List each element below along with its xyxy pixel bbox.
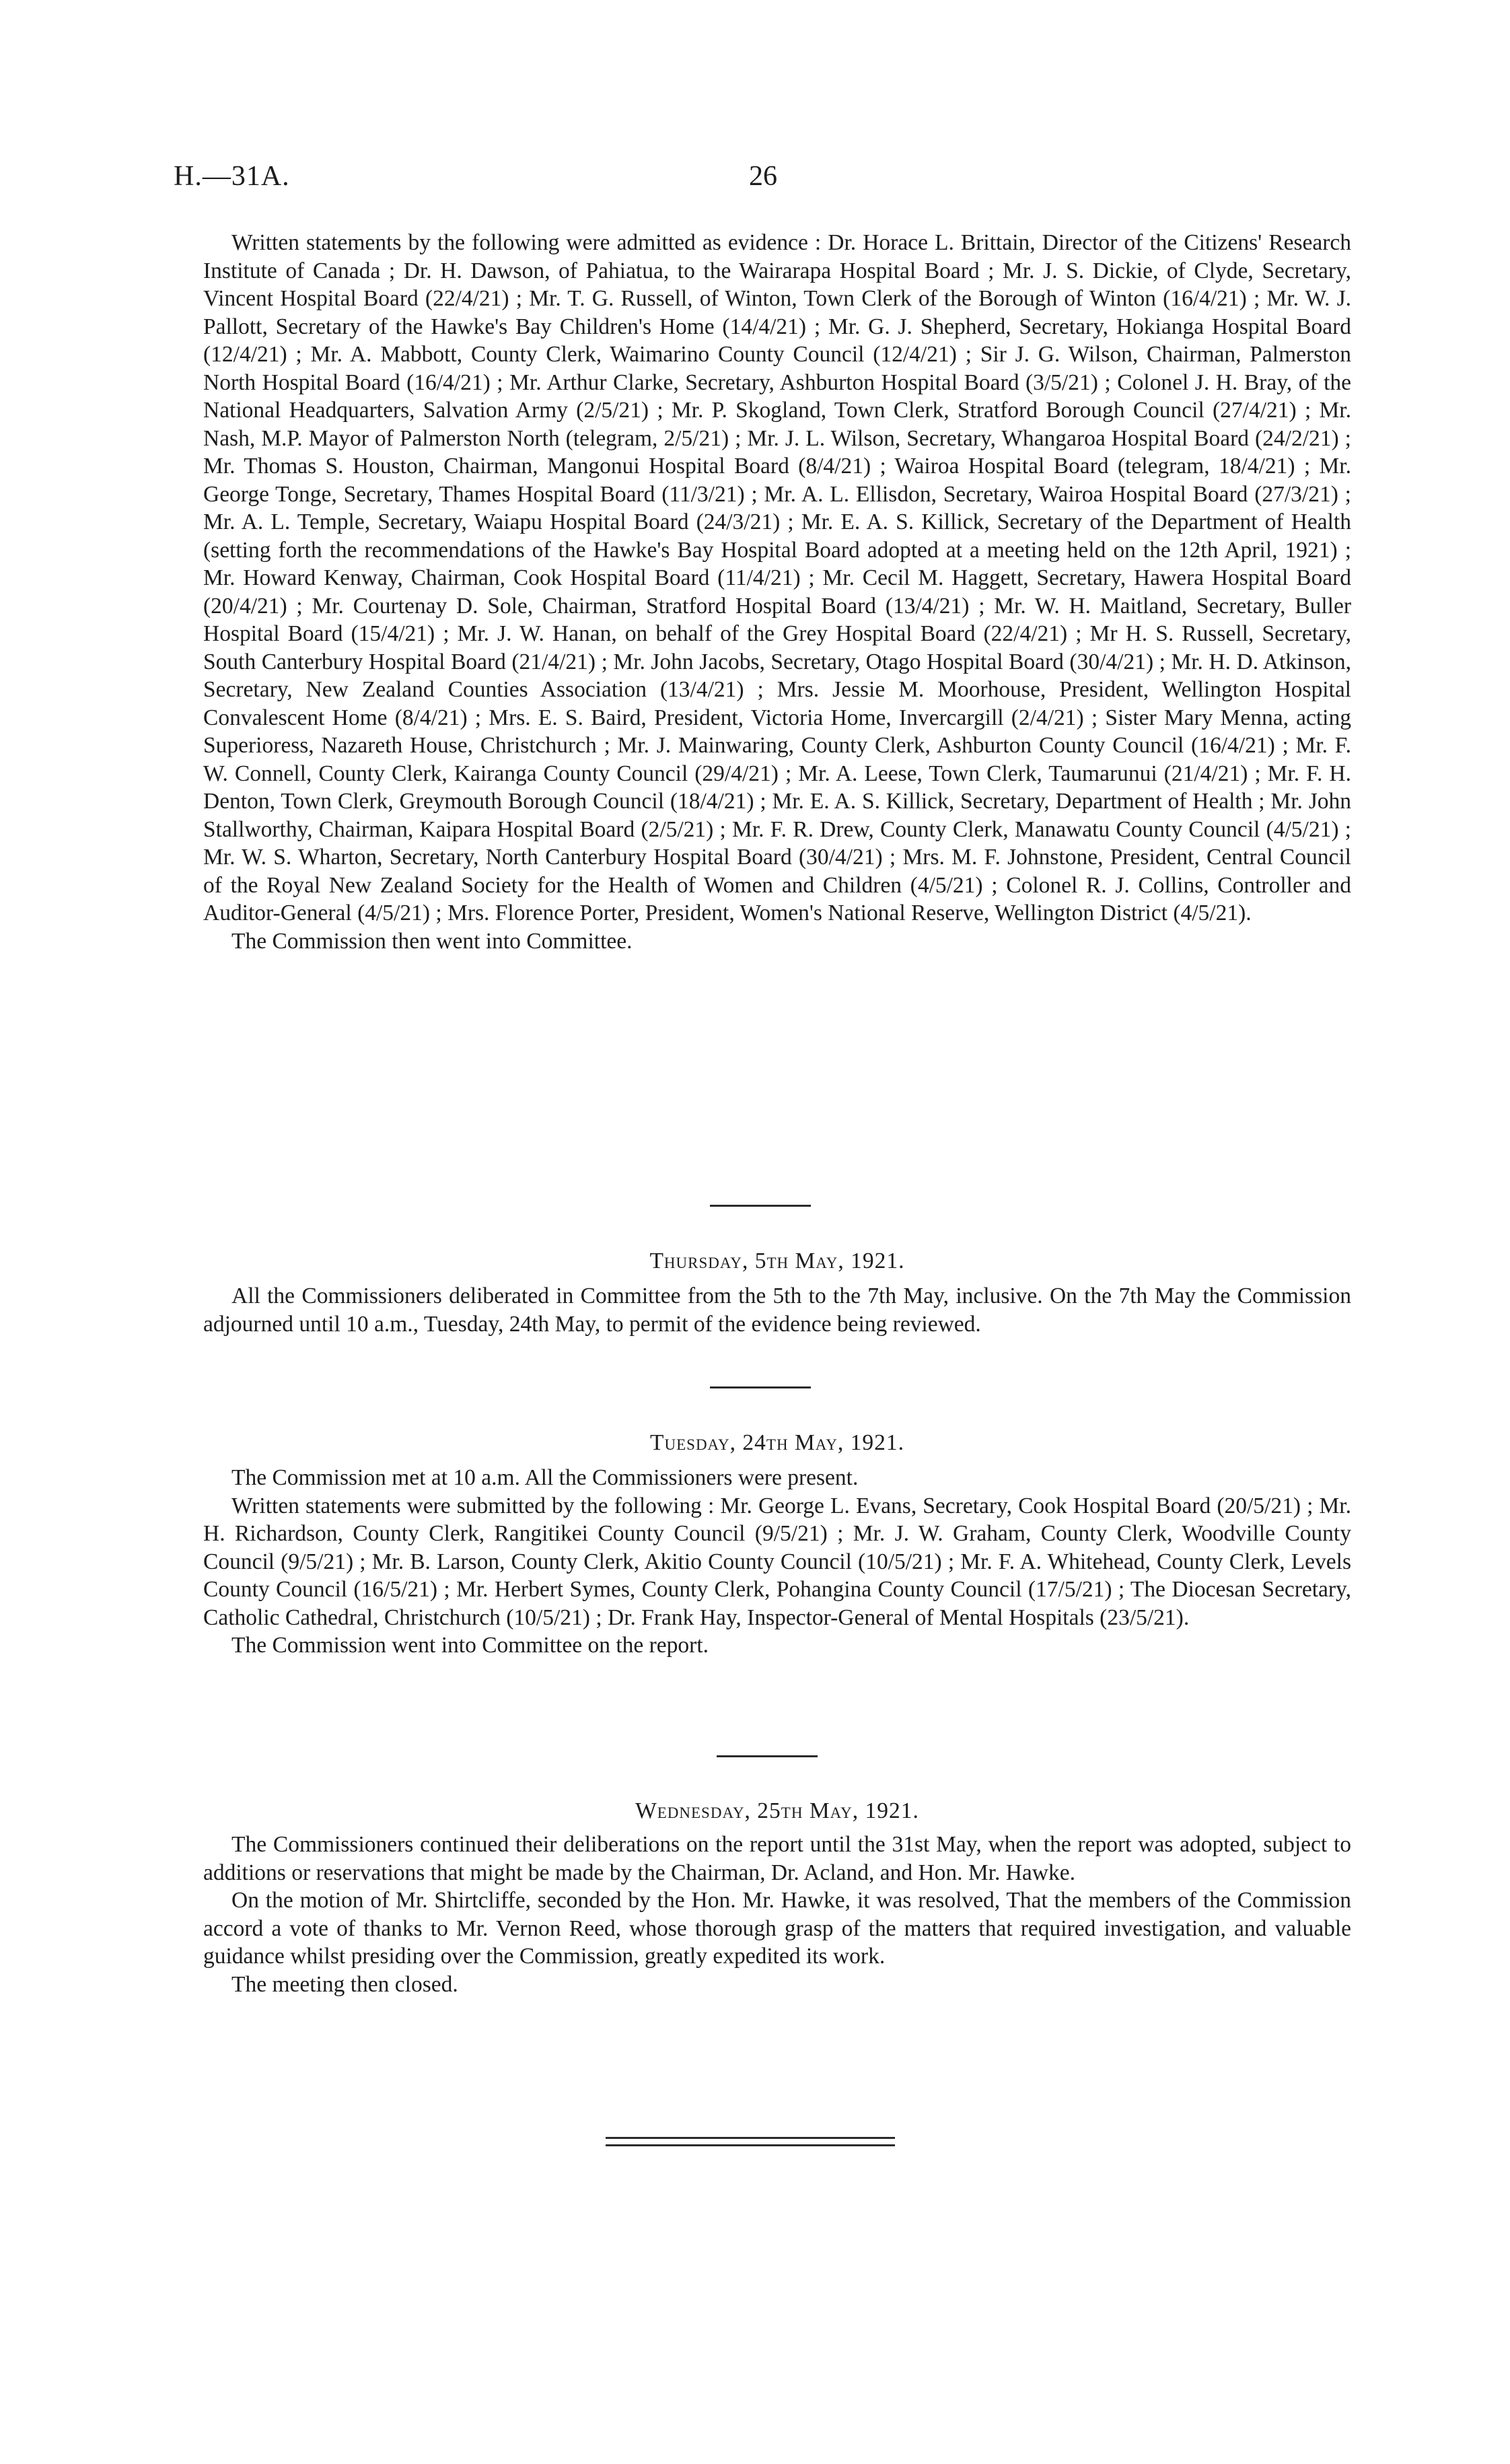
document-reference: H.—31A. [174, 161, 290, 192]
committee-paragraph: The Commission then went into Committee. [231, 928, 633, 954]
wednesday-paragraph: The Commissioners continued their deliberations on the report until the 31st May, when the report was adopted, subject to additions or reservations that might be made by the Chairman, Dr. Acland, and Hon. Mr. Hawke. [203, 1832, 1351, 1885]
thursday-section [203, 1282, 1351, 1338]
thursday-paragraph: All the Commissioners deliberated in Committee from the 5th to the 7th May, inclusive. On the 7th May the Commission adjourned until 10 a.m., Tuesday, 24th May, to permit of the evidence being reviewed. [203, 1283, 1351, 1337]
section-heading-tuesday: Tuesday, 24th May, 1921. [650, 1430, 904, 1455]
section-heading-wednesday: Wednesday, 25th May, 1921. [635, 1798, 919, 1823]
evidence-paragraph: Written statements by the following were admitted as evidence : Dr. Horace L. Brittain, Director of the Citizens' Research Institute of Canada ; Dr. H. Dawson, of Pahiatua, to the Wairarapa Hospital Board ; Mr. J. S. Dickie, of Clyde, Secretary, Vincent Hospital Board (22/4/21) ; Mr. T. G. Russell, of Winton, Town Clerk of the Borough of Winton (16/4/21) ; Mr. W. J. Pallott, Secretary of the Hawke's Bay Children's Home (14/4/21) ; Mr. G. J. Shepherd, Secretary, Hokianga Hospital Board (12/4/21) ; Mr. A. Mabbott, County Clerk, Waimarino County Council (12/4/21) ; Sir J. G. Wilson, Chairman, Palmerston North Hospital Board (16/4/21) ; Mr. Arthur Clarke, Secretary, Ashburton Hospital Board (3/5/21) ; Colonel J. H. Bray, of the National Headquarters, Salvation Army (2/5/21) ; Mr. P. Skogland, Town Clerk, Stratford Borough Council (27/4/21) ; Mr. Nash, M.P. Mayor of Palmerston North (telegram, 2/5/21) ; Mr. J. L. Wilson, Secretary, Whangaroa Hospital Board (24/2/21) ; Mr. Thomas S. Houston, Chairman, Mangonui Hospital Board (8/4/21) ; Wairoa Hospital Board (telegram, 18/4/21) ; Mr. George Tonge, Secretary, Thames Hospital Board (11/3/21) ; Mr. A. L. Ellisdon, Secretary, Wairoa Hospital Board (27/3/21) ; Mr. A. L. Temple, Secretary, Waiapu Hospital Board (24/3/21) ; Mr. E. A. S. Killick, Secretary of the Department of Health (setting forth the recommendations of the Hawke's Bay Hospital Board adopted at a meeting held on the 12th April, 1921) ; Mr. Howard Kenway, Chairman, Cook Hospital Board (11/4/21) ; Mr. Cecil M. Haggett, Secretary, Hawera Hospital Board (20/4/21) ; Mr. Courtenay D. Sole, Chairman, Stratford Hospital Board (13/4/21) ; Mr. W. H. Maitland, Secretary, Buller Hospital Board (15/4/21) ; Mr. J. W. Hanan, on behalf of the Grey Hospital Board (22/4/21) ; Mr H. S. Russell, Secretary, South Canterbury Hospital Board (21/4/21) ; Mr. John Jacobs, Secretary, Otago Hospital Board (30/4/21) ; Mr. H. D. Atkinson, Secretary, New Zealand Counties Association (13/4/21) ; Mrs. Jessie M. Moorhouse, President, Wellington Hospital Convalescent Home (8/4/21) ; Mrs. E. S. Baird, President, Victoria Home, Invercargill (2/4/21) ; Sister Mary Menna, acting Superioress, Nazareth House, Christchurch ; Mr. J. Mainwaring, County Clerk, Ashburton County Council (16/4/21) ; Mr. F. W. Connell, County Clerk, Kairanga County Council (29/4/21) ; Mr. A. Leese, Town Clerk, Taumarunui (21/4/21) ; Mr. F. H. Denton, Town Clerk, Greymouth Borough Council (18/4/21) ; Mr. E. A. S. Killick, Secretary, Department of Health ; Mr. John Stallworthy, Chairman, Kaipara Hospital Board (2/5/21) ; Mr. F. R. Drew, County Clerk, Manawatu County Council (4/5/21) ; Mr. W. S. Wharton, Secretary, North Canterbury Hospital Board (30/4/21) ; Mrs. M. F. Johnstone, President, Central Council of the Royal New Zealand Society for the Health of Women and Children (4/5/21) ; Colonel R. J. Collins, Controller and Auditor-General (4/5/21) ; Mrs. Florence Porter, President, Women's National Reserve, Wellington District (4/5/21). [203, 230, 1351, 925]
section-divider [717, 1755, 818, 1757]
tuesday-paragraph: The Commission met at 10 a.m. All the Commissioners were present. [231, 1465, 859, 1490]
wednesday-paragraph: The meeting then closed. [231, 1971, 458, 1997]
tuesday-section [203, 1464, 1351, 1660]
end-of-text-rule [606, 2137, 895, 2146]
tuesday-paragraph: Written statements were submitted by the following : Mr. George L. Evans, Secretary, Cook Hospital Board (20/5/21) ; Mr. H. Richardson, County Clerk, Rangitikei County Council (9/5/21) ; Mr. J. W. Graham, County Clerk, Woodville County Council (9/5/21) ; Mr. B. Larson, County Clerk, Akitio County Council (10/5/21) ; Mr. F. A. Whitehead, County Clerk, Levels County Council (16/5/21) ; Mr. Herbert Symes, County Clerk, Pohangina County Council (17/5/21) ; The Diocesan Secretary, Catholic Cathedral, Christchurch (10/5/21) ; Dr. Frank Hay, Inspector-General of Mental Hospitals (23/5/21). [203, 1493, 1351, 1630]
wednesday-section [203, 1831, 1351, 1998]
section-heading-thursday: Thursday, 5th May, 1921. [649, 1248, 905, 1273]
section-divider [710, 1386, 811, 1388]
wednesday-paragraph: On the motion of Mr. Shirtcliffe, seconded by the Hon. Mr. Hawke, it was resolved, That the members of the Commission accord a vote of thanks to Mr. Vernon Reed, whose thorough grasp of the matters that required investigation, and valuable guidance whilst presiding over the Commission, greatly expedited its work. [203, 1888, 1351, 1969]
tuesday-paragraph: The Commission went into Committee on the report. [231, 1633, 709, 1658]
evidence-section [203, 229, 1351, 955]
page-header [174, 160, 1351, 201]
page-number: 26 [749, 161, 777, 192]
section-divider [710, 1205, 811, 1207]
